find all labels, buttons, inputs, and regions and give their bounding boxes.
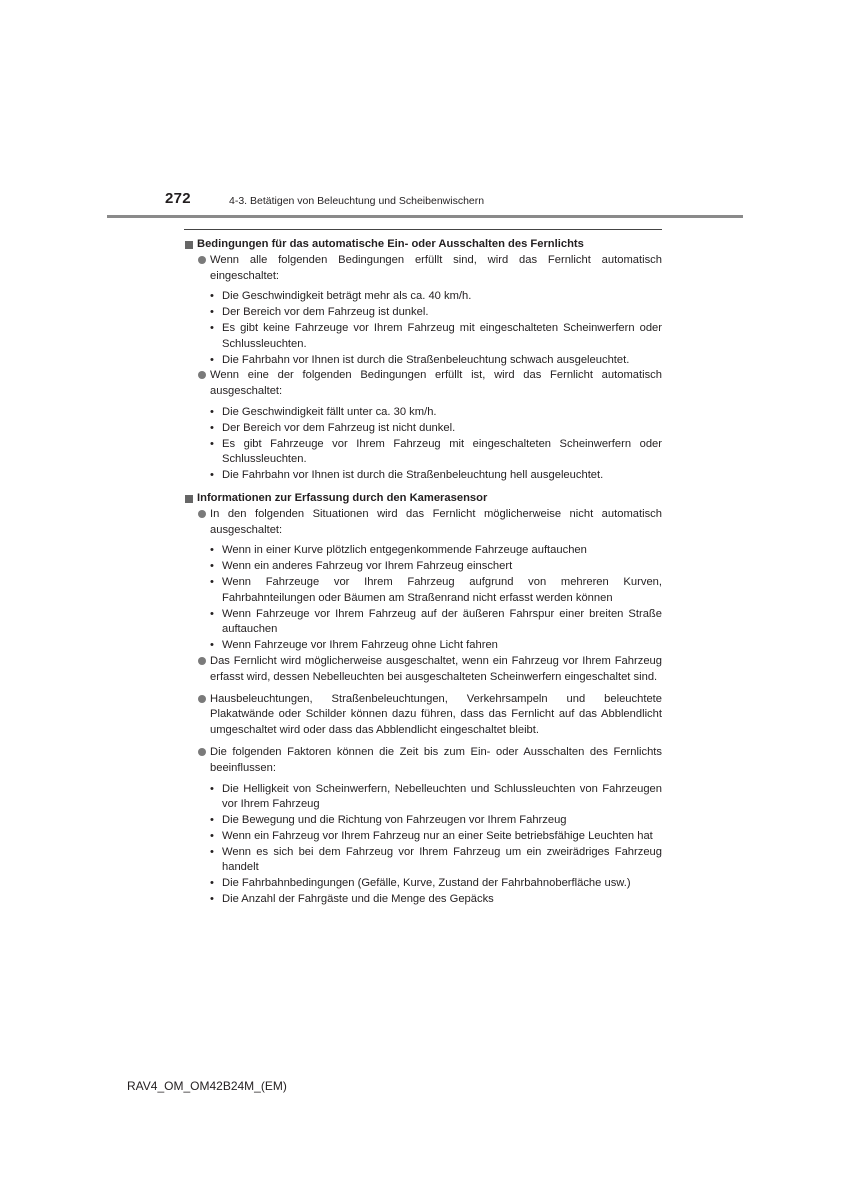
paragraph: [197, 745, 662, 777]
paragraph-text: Die folgenden Faktoren können die Zeit bis zum Ein- oder Ausschalten des Fernlichts beeinflussen:: [210, 745, 662, 774]
list-item: • Es gibt Fahrzeuge vor Ihrem Fahrzeug mit eingeschalteten Scheinwerfern oder Schlussleuchten.: [210, 437, 662, 469]
bullet-list: [210, 543, 662, 654]
bullet-list: [210, 405, 662, 484]
bullet-circle-icon: [198, 748, 206, 756]
list-item: • Wenn ein anderes Fahrzeug vor Ihrem Fahrzeug einschert: [210, 559, 662, 575]
list-item: • Wenn Fahrzeuge vor Ihrem Fahrzeug ohne Licht fahren: [210, 638, 662, 654]
list-item: • Die Anzahl der Fahrgäste und die Menge des Gepäcks: [210, 892, 662, 908]
list-item: • Die Fahrbahnbedingungen (Gefälle, Kurve, Zustand der Fahrbahnoberfläche usw.): [210, 876, 662, 892]
bullet-list: [210, 289, 662, 368]
bullet-circle-icon: [198, 695, 206, 703]
paragraph-text: Das Fernlicht wird möglicherweise ausgeschaltet, wenn ein Fahrzeug vor Ihrem Fahrzeug erfasst wird, dessen Nebelleuchten bei ausgeschalteten Scheinwerfern eingeschaltet sind.: [210, 654, 662, 683]
paragraph: [197, 253, 662, 285]
paragraph-text: Wenn alle folgenden Bedingungen erfüllt sind, wird das Fernlicht automatisch eingeschaltet:: [210, 253, 662, 282]
header-rule: [107, 215, 743, 218]
list-item: • Die Geschwindigkeit beträgt mehr als ca. 40 km/h.: [210, 289, 662, 305]
paragraph-text: Hausbeleuchtungen, Straßenbeleuchtungen, Verkehrsampeln und beleuchtete Plakatwände oder Schilder können dazu führen, dass das Fernlicht auf das Abblendlicht umgeschaltet wird oder dass das Abblendlicht eingeschaltet bleibt.: [210, 692, 662, 737]
paragraph: [197, 507, 662, 539]
section-heading: Informationen zur Erfassung durch den Kamerasensor: [184, 491, 662, 507]
list-item: • Wenn Fahrzeuge vor Ihrem Fahrzeug aufgrund von mehreren Kurven, Fahrbahnteilungen oder Bäumen am Straßenrand nicht erfasst werden können: [210, 575, 662, 607]
bullet-list: [210, 782, 662, 908]
list-item: • Wenn Fahrzeuge vor Ihrem Fahrzeug auf der äußeren Fahrspur einer breiten Straße auftauchen: [210, 607, 662, 639]
list-item: • Die Fahrbahn vor Ihnen ist durch die Straßenbeleuchtung schwach ausgeleuchtet.: [210, 353, 662, 369]
section-heading: Bedingungen für das automatische Ein- oder Ausschalten des Fernlichts: [184, 237, 662, 253]
bullet-circle-icon: [198, 371, 206, 379]
paragraph-text: Wenn eine der folgenden Bedingungen erfüllt ist, wird das Fernlicht automatisch ausgeschaltet:: [210, 369, 662, 398]
list-item: • Wenn es sich bei dem Fahrzeug vor Ihrem Fahrzeug um ein zweirädriges Fahrzeug handelt: [210, 845, 662, 877]
list-item: • Wenn in einer Kurve plötzlich entgegenkommende Fahrzeuge auftauchen: [210, 543, 662, 559]
list-item: • Es gibt keine Fahrzeuge vor Ihrem Fahrzeug mit eingeschalteten Scheinwerfern oder Schlussleuchten.: [210, 321, 662, 353]
paragraph: [197, 692, 662, 739]
bullet-circle-icon: [198, 657, 206, 665]
paragraph-text: In den folgenden Situationen wird das Fernlicht möglicherweise nicht automatisch ausgeschaltet:: [210, 507, 662, 536]
list-item: • Wenn ein Fahrzeug vor Ihrem Fahrzeug nur an einer Seite betriebsfähige Leuchten hat: [210, 829, 662, 845]
document-code: RAV4_OM_OM42B24M_(EM): [127, 1079, 287, 1093]
list-item: • Die Fahrbahn vor Ihnen ist durch die Straßenbeleuchtung hell ausgeleuchtet.: [210, 468, 662, 484]
paragraph: [197, 654, 662, 686]
main-content: [184, 229, 662, 908]
bullet-circle-icon: [198, 510, 206, 518]
bullet-circle-icon: [198, 256, 206, 264]
chapter-header: 4-3. Betätigen von Beleuchtung und Scheibenwischern: [229, 195, 485, 207]
list-item: • Die Helligkeit von Scheinwerfern, Nebelleuchten und Schlussleuchten von Fahrzeugen vor Ihrem Fahrzeug: [210, 782, 662, 814]
list-item: • Der Bereich vor dem Fahrzeug ist dunkel.: [210, 305, 662, 321]
list-item: • Die Geschwindigkeit fällt unter ca. 30 km/h.: [210, 405, 662, 421]
list-item: • Der Bereich vor dem Fahrzeug ist nicht dunkel.: [210, 421, 662, 437]
page-number: 272: [165, 190, 191, 207]
list-item: • Die Bewegung und die Richtung von Fahrzeugen vor Ihrem Fahrzeug: [210, 813, 662, 829]
section-rule: [184, 229, 662, 230]
paragraph: [197, 368, 662, 400]
